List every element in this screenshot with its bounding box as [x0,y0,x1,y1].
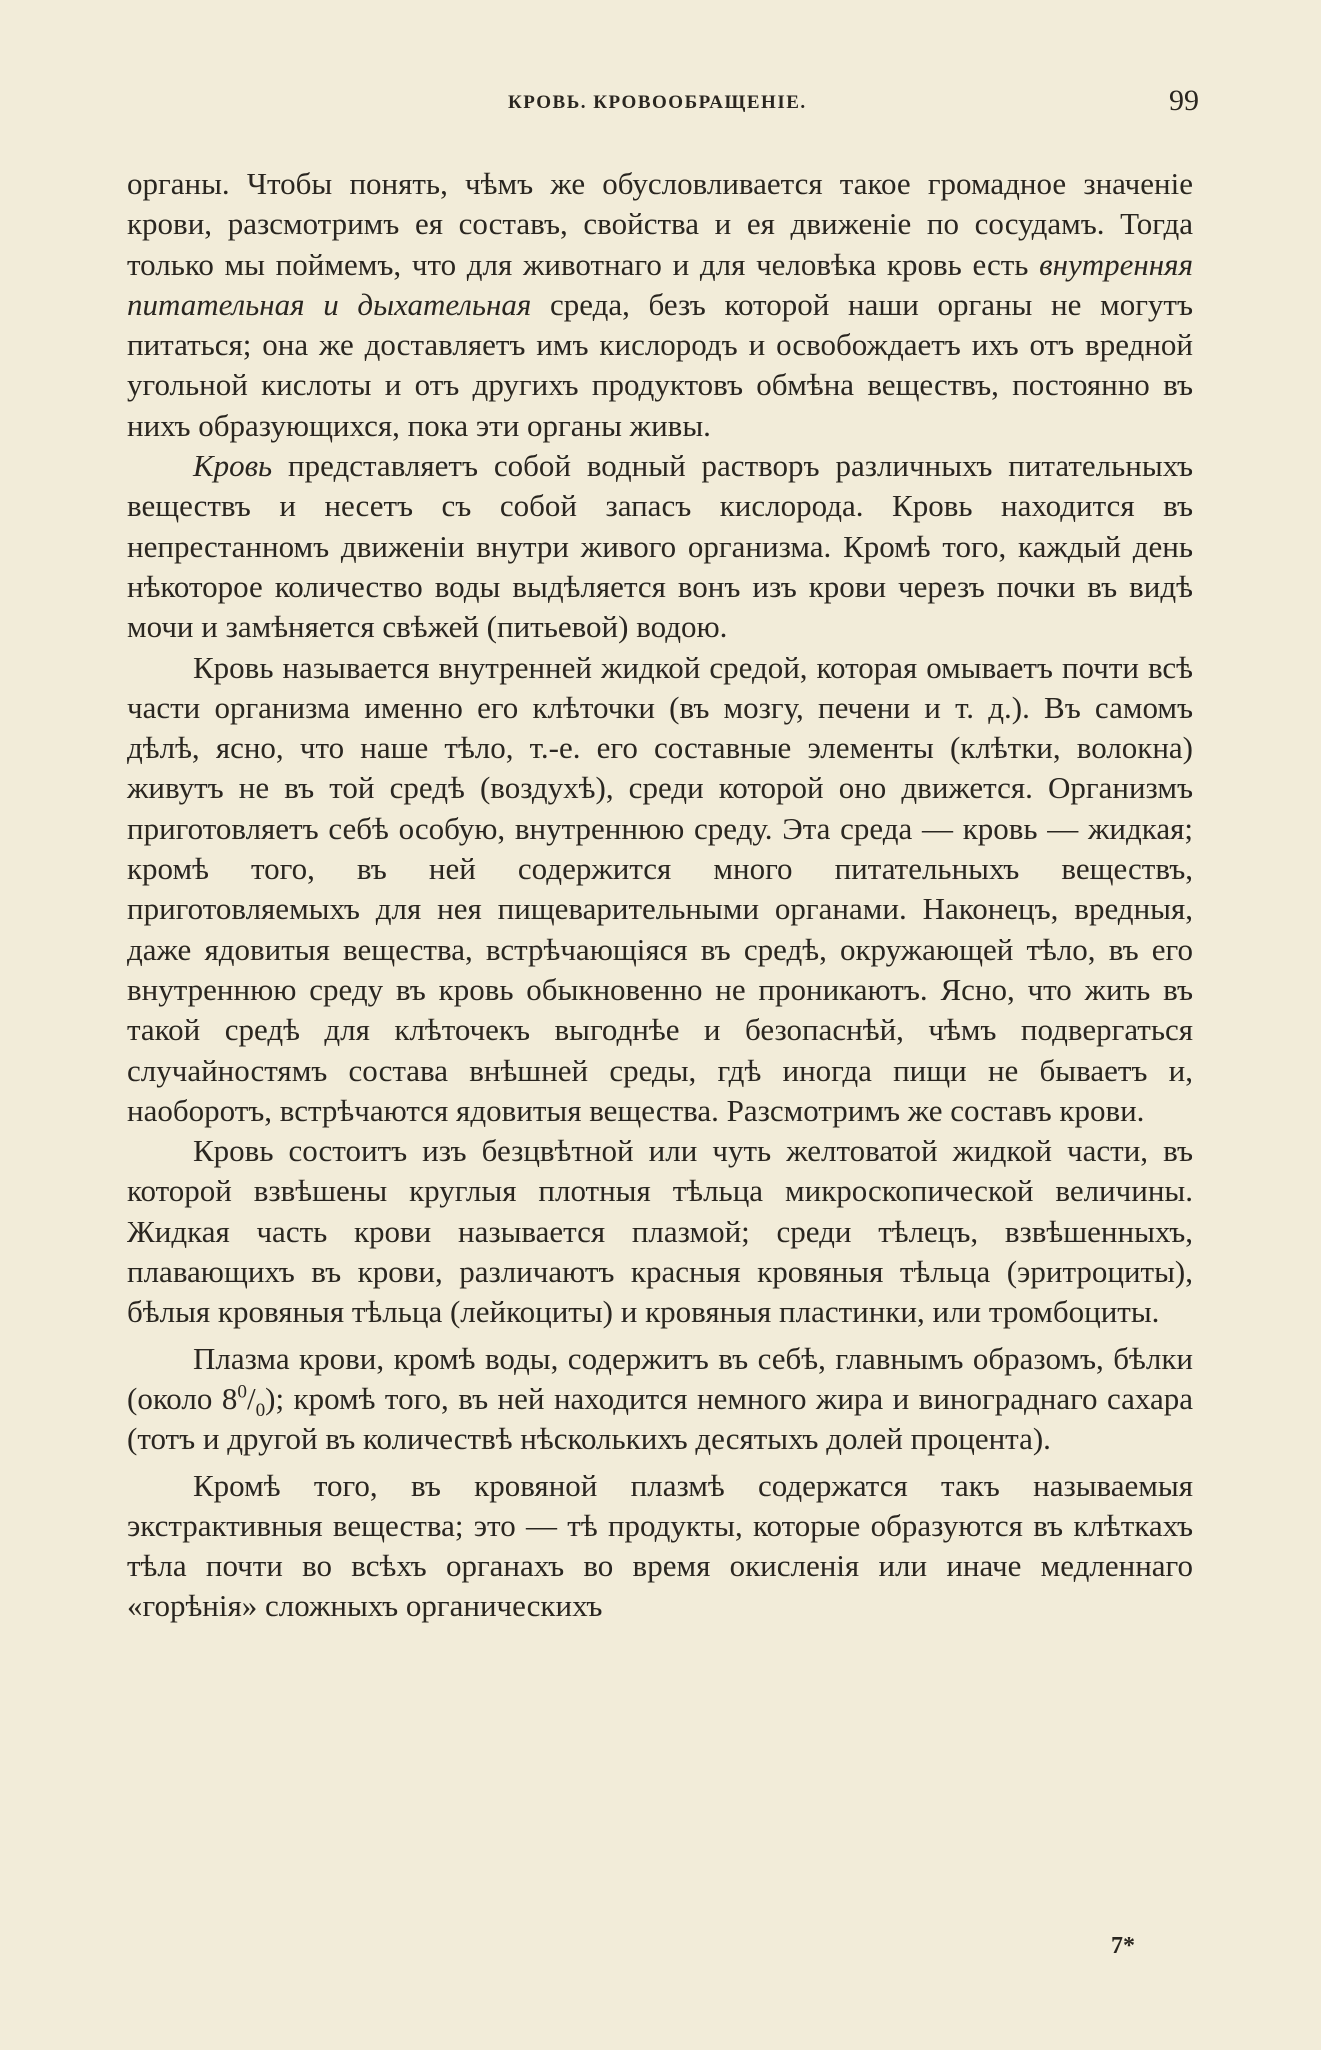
running-title: КРОВЬ. КРОВООБРАЩЕНІЕ. [508,92,807,113]
percent-numerator: 0 [237,1381,247,1403]
paragraph-1-text-before: органы. Чтобы понять, чѣмъ же обусловливается такое громадное значеніе крови, разсмотримъ ея составъ, свойства и ея движеніе по сосудамъ. Тогда только мы поймемъ, что для животнаго и для человѣка кровь есть [127,166,1193,282]
paragraph-1 [127,164,1193,446]
paragraph-2-emphasis: Кровь [193,448,273,484]
body-text [127,164,1193,1627]
page-number: 99 [1169,84,1199,117]
paragraph-4 [127,1131,1193,1332]
signature-mark: 7* [1111,1933,1135,1959]
percent-slash: / [246,1380,256,1416]
paragraph-6-text: Кромѣ того, въ кровяной плазмѣ содержатся такъ называемыя экстрактивныя вещества; это — тѣ продукты, которые образуются въ клѣткахъ тѣла почти во всѣхъ органахъ во время окисленія или иначе медленнаго «горѣнія» сложныхъ органическихъ [127,1467,1193,1624]
paragraph-5-text-after: ); кромѣ того, въ ней находится немного жира и винограднаго сахара (тотъ и другой въ количествѣ нѣсколькихъ десятыхъ долей процента). [127,1380,1193,1457]
paragraph-3-text: Кровь называется внутренней жидкой средой, которая омываетъ почти всѣ части организма именно его клѣточки (въ мозгу, печени и т. д.). Въ самомъ дѣлѣ, ясно, что наше тѣло, т.-е. его составные элементы (клѣтки, волокна) живутъ не въ той средѣ (воздухѣ), среди которой оно движется. Организмъ приготовляетъ себѣ особую, внутреннюю среду. Эта среда — кровь — жидкая; кромѣ того, въ ней содержится много питательныхъ веществъ, приготовляемыхъ для нея пищеварительными органами. Наконецъ, вредныя, даже ядовитыя вещества, встрѣчающіяся въ средѣ, окружающей тѣло, въ его внутреннюю среду въ кровь обыкновенно не проникаютъ. Ясно, что жить въ такой средѣ для клѣточекъ выгоднѣе и безопаснѣй, чѣмъ подвергаться случайностямъ состава внѣшней среды, гдѣ иногда пищи не бываетъ и, наоборотъ, встрѣчаются ядовитыя вещества. Разсмотримъ же составъ крови. [127,649,1193,1128]
paragraph-3 [127,648,1193,1132]
paragraph-1-text-after: среда, безъ которой наши органы не могутъ питаться; она же доставляетъ имъ кислородъ и освобождаетъ ихъ отъ вредной угольной кислоты и отъ другихъ продуктовъ обмѣна веществъ, постоянно въ нихъ образующихся, пока эти органы живы. [127,286,1194,443]
paragraph-5-text-before: Плазма крови, кромѣ воды, содержитъ въ себѣ, главнымъ образомъ, бѣлки (около 8 [127,1340,1193,1416]
paragraph-2 [127,446,1193,647]
paragraph-4-text: Кровь состоитъ изъ безцвѣтной или чуть желтоватой жидкой части, въ которой взвѣшены круглыя плотныя тѣльца микроскопической величины. Жидкая часть крови называется плазмой; среди тѣлецъ, взвѣшенныхъ, плавающихъ въ крови, различаютъ красныя кровяныя тѣльца (эритроциты), бѣлыя кровяныя тѣльца (лейкоциты) и кровяныя пластинки, или тромбоциты. [127,1133,1193,1330]
paragraph-6 [127,1466,1193,1627]
paragraph-5 [127,1339,1193,1460]
running-head [0,84,1321,128]
paragraph-1-emphasis: внутренняя питательная и дыхательная [127,246,1193,322]
paragraph-2-text: представляетъ собой водный растворъ различныхъ питательныхъ веществъ и несетъ съ собой запасъ кислорода. Кровь находится въ непрестанномъ движеніи внутри живого организма. Кромѣ того, каждый день нѣкоторое количество воды выдѣляется вонъ изъ крови черезъ почки въ видѣ мочи и замѣняется свѣжей (питьевой) водою. [127,448,1193,645]
percent-denominator: 0 [255,1400,266,1422]
